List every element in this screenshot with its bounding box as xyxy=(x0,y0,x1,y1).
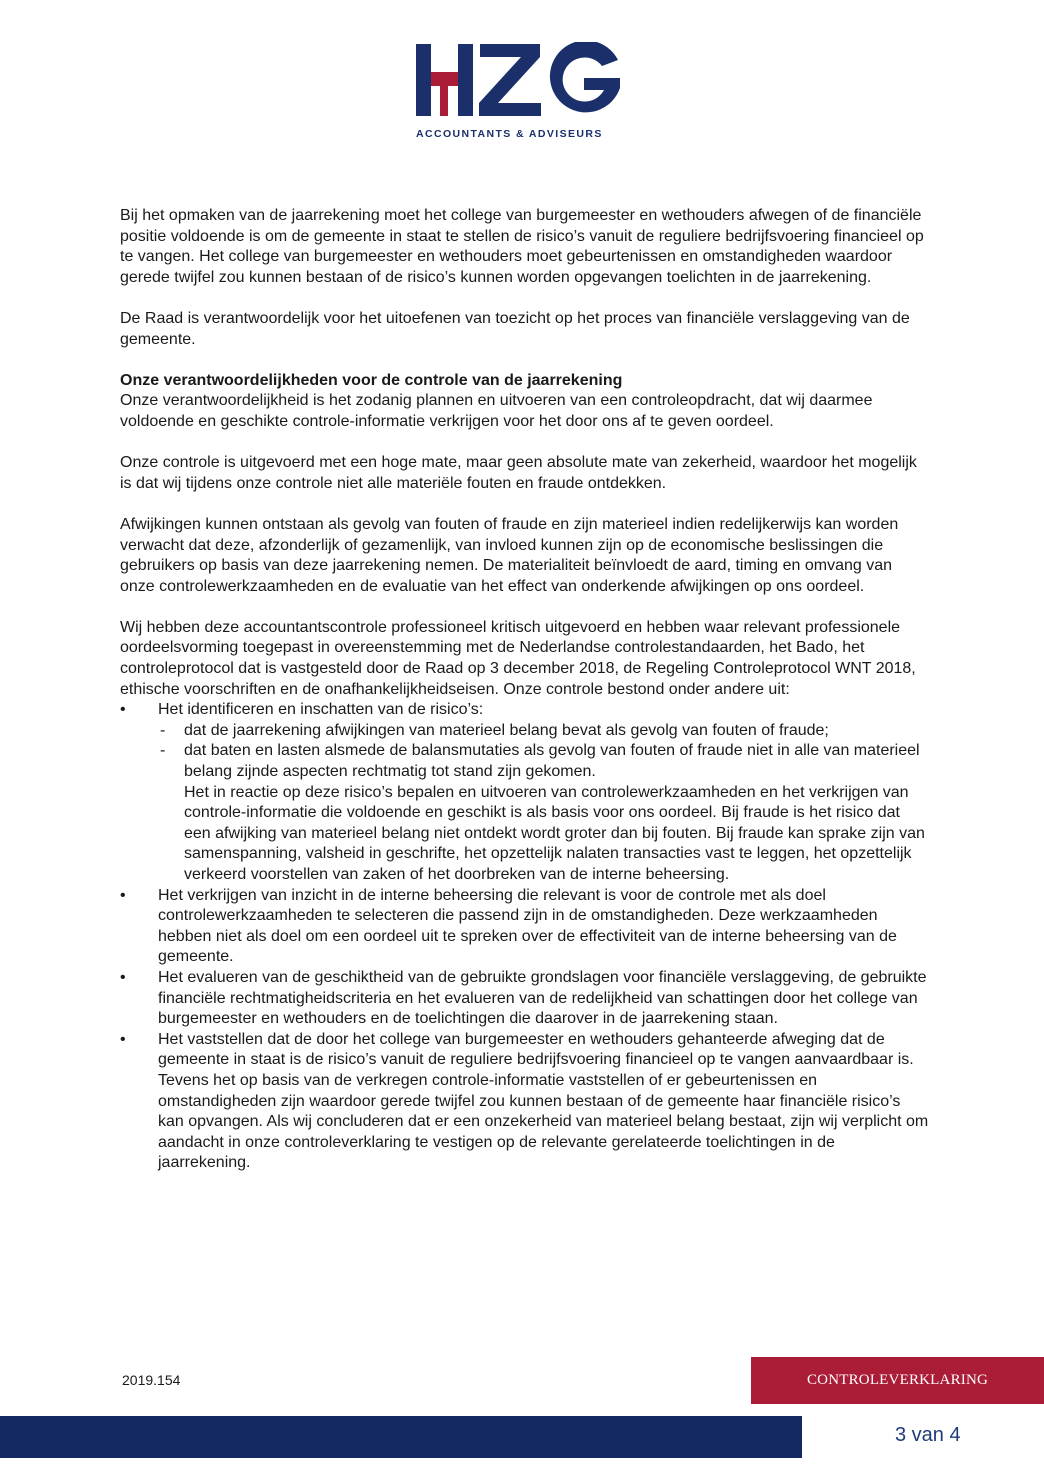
section-label: CONTROLEVERKLARING xyxy=(806,1372,989,1388)
bullet-text: Het verkrijgen van inzicht in de interne beheersing die relevant is voor de controle met als doel controlewerkzaamheden te selecteren die passend zijn in de omstandigheden. Deze werkzaamheden hebben niet als doel om een oordeel uit te spreken over de effectiviteit van de interne beheersing van de gemeente. xyxy=(158,886,897,966)
bullet-icon: • xyxy=(120,701,126,719)
document-number: 2019.154 xyxy=(122,1372,181,1388)
paragraph-financial-position: Bij het opmaken van de jaarrekening moet het college van burgemeester en wethouders afwegen of de financiële positie voldoende is om de gemeente in staat te stellen de risico’s vanuit de reguliere bedrijfsvoering financieel op te vangen. Het college van burgemeester en wethouders moet gebeurtenissen en omstandigheden waardoor gerede twijfel zou kunnen bestaan of de risico’s kunnen worden opgevangen toelichten in de jaarrekening. xyxy=(120,207,924,286)
list-item xyxy=(120,886,930,968)
page-indicator: 3 van 4 xyxy=(895,1424,961,1446)
sub-item-text: dat baten en lasten alsmede de balansmutaties als gevolg van fouten of fraude niet in alle van materieel belang zijnde aspecten rechtmatig tot stand zijn gekomen. xyxy=(184,742,920,781)
bullet-icon: • xyxy=(120,968,126,986)
footer-bar xyxy=(0,1416,802,1458)
audit-procedures-list xyxy=(120,700,930,1174)
list-item xyxy=(120,968,930,1030)
dash-icon: - xyxy=(160,742,166,760)
section-label-badge xyxy=(751,1357,1044,1404)
paragraph-our-responsibility: Onze verantwoordelijkheid is het zodanig plannen en uitvoeren van een controleopdracht, dat wij daarmee voldoende en geschikte controle-informatie verkrijgen voor het door ons af te geven oordeel. xyxy=(120,392,873,430)
bullet-text: Het evalueren van de geschiktheid van de gebruikte grondslagen voor financiële verslaggeving, de gebruikte financiële rechtmatigheidscriteria en het evalueren van de redelijkheid van schattingen door het college van burgemeester en wethouders en de toelichtingen die daarover in de jaarrekening staan. xyxy=(158,968,927,1028)
paragraph-audit-approach: Wij hebben deze accountantscontrole professioneel kritisch uitgevoerd en hebben waar relevant professionele oordeelsvorming toegepast in overeenstemming met de Nederlandse controlestandaarden, het Bado, het controleprotocol dat is vastgesteld door de Raad op 3 december 2018, de Regeling Controleprotocol WNT 2018, ethische voorschriften en de onafhankelijkheidseisen. Onze controle bestond onder andere uit: xyxy=(120,618,916,698)
dash-icon: - xyxy=(160,721,166,739)
document-body xyxy=(120,206,930,1174)
sub-list-item xyxy=(158,721,930,742)
paragraph-misstatements: Afwijkingen kunnen ontstaan als gevolg van fouten of fraude en zijn materieel indien redelijkerwijs kan worden verwacht dat deze, afzonderlijk of gezamenlijk, van invloed kunnen zijn op de economische beslissingen die gebruikers op basis van deze jaarrekening nemen. De materialiteit beïnvloedt de aard, timing en omvang van onze controlewerkzaamheden en de evaluatie van het effect van onderkende afwijkingen op ons oordeel. xyxy=(120,515,899,595)
sub-item-text: dat de jaarrekening afwijkingen van materieel belang bevat als gevolg van fouten of fraude; xyxy=(184,721,829,739)
bullet-icon: • xyxy=(120,886,126,904)
bullet-text: Het identificeren en inschatten van de risico’s: xyxy=(158,701,484,719)
list-item xyxy=(120,700,930,885)
hzg-logo-mark xyxy=(414,42,624,120)
hzg-logo xyxy=(414,42,624,142)
bullet-follow-text: Het in reactie op deze risico’s bepalen en uitvoeren van controlewerkzaamheden en het verkrijgen van controle-informatie die voldoende en geschikt is als basis voor ons oordeel. Bij fraude is het risico dat een afwijking van materieel belang niet ontdekt wordt groter dan bij fouten. Bij fraude kan sprake zijn van samenspanning, valsheid in geschrifte, het opzettelijk nalaten transacties vast te leggen, het opzettelijk verkeerd voorstellen van zaken of het doorbreken van de interne beheersing. xyxy=(184,783,925,883)
logo-tagline: ACCOUNTANTS & ADVISEURS xyxy=(416,128,603,140)
bullet-icon: • xyxy=(120,1030,126,1048)
paragraph-council-responsibility: De Raad is verantwoordelijk voor het uitoefenen van toezicht op het proces van financiële verslaggeving van de gemeente. xyxy=(120,309,910,348)
sub-list-item xyxy=(158,741,930,782)
bullet-text: Het vaststellen dat de door het college van burgemeester en wethouders gehanteerde afweging dat de gemeente in staat is de risico’s vanuit de reguliere bedrijfsvoering financieel op te vangen aanvaardbaar is. Tevens het op basis van de verkregen controle-informatie vaststellen of er gebeurtenissen en omstandigheden zijn waardoor gerede twijfel zou kunnen bestaan of de gemeente haar financiële risico’s kan opvangen. Als wij concluderen dat er een onzekerheid van materieel belang bestaat, zijn wij verplicht om aandacht in onze controleverklaring te vestigen op de relevante gerelateerde toelichtingen in de jaarrekening. xyxy=(158,1030,929,1172)
risk-sublist xyxy=(158,721,930,783)
paragraph-assurance-level: Onze controle is uitgevoerd met een hoge mate, maar geen absolute mate van zekerheid, waardoor het mogelijk is dat wij tijdens onze controle niet alle materiële fouten en fraude ontdekken. xyxy=(120,454,917,492)
list-item xyxy=(120,1030,930,1174)
section-heading: Onze verantwoordelijkheden voor de controle van de jaarrekening xyxy=(120,371,623,389)
